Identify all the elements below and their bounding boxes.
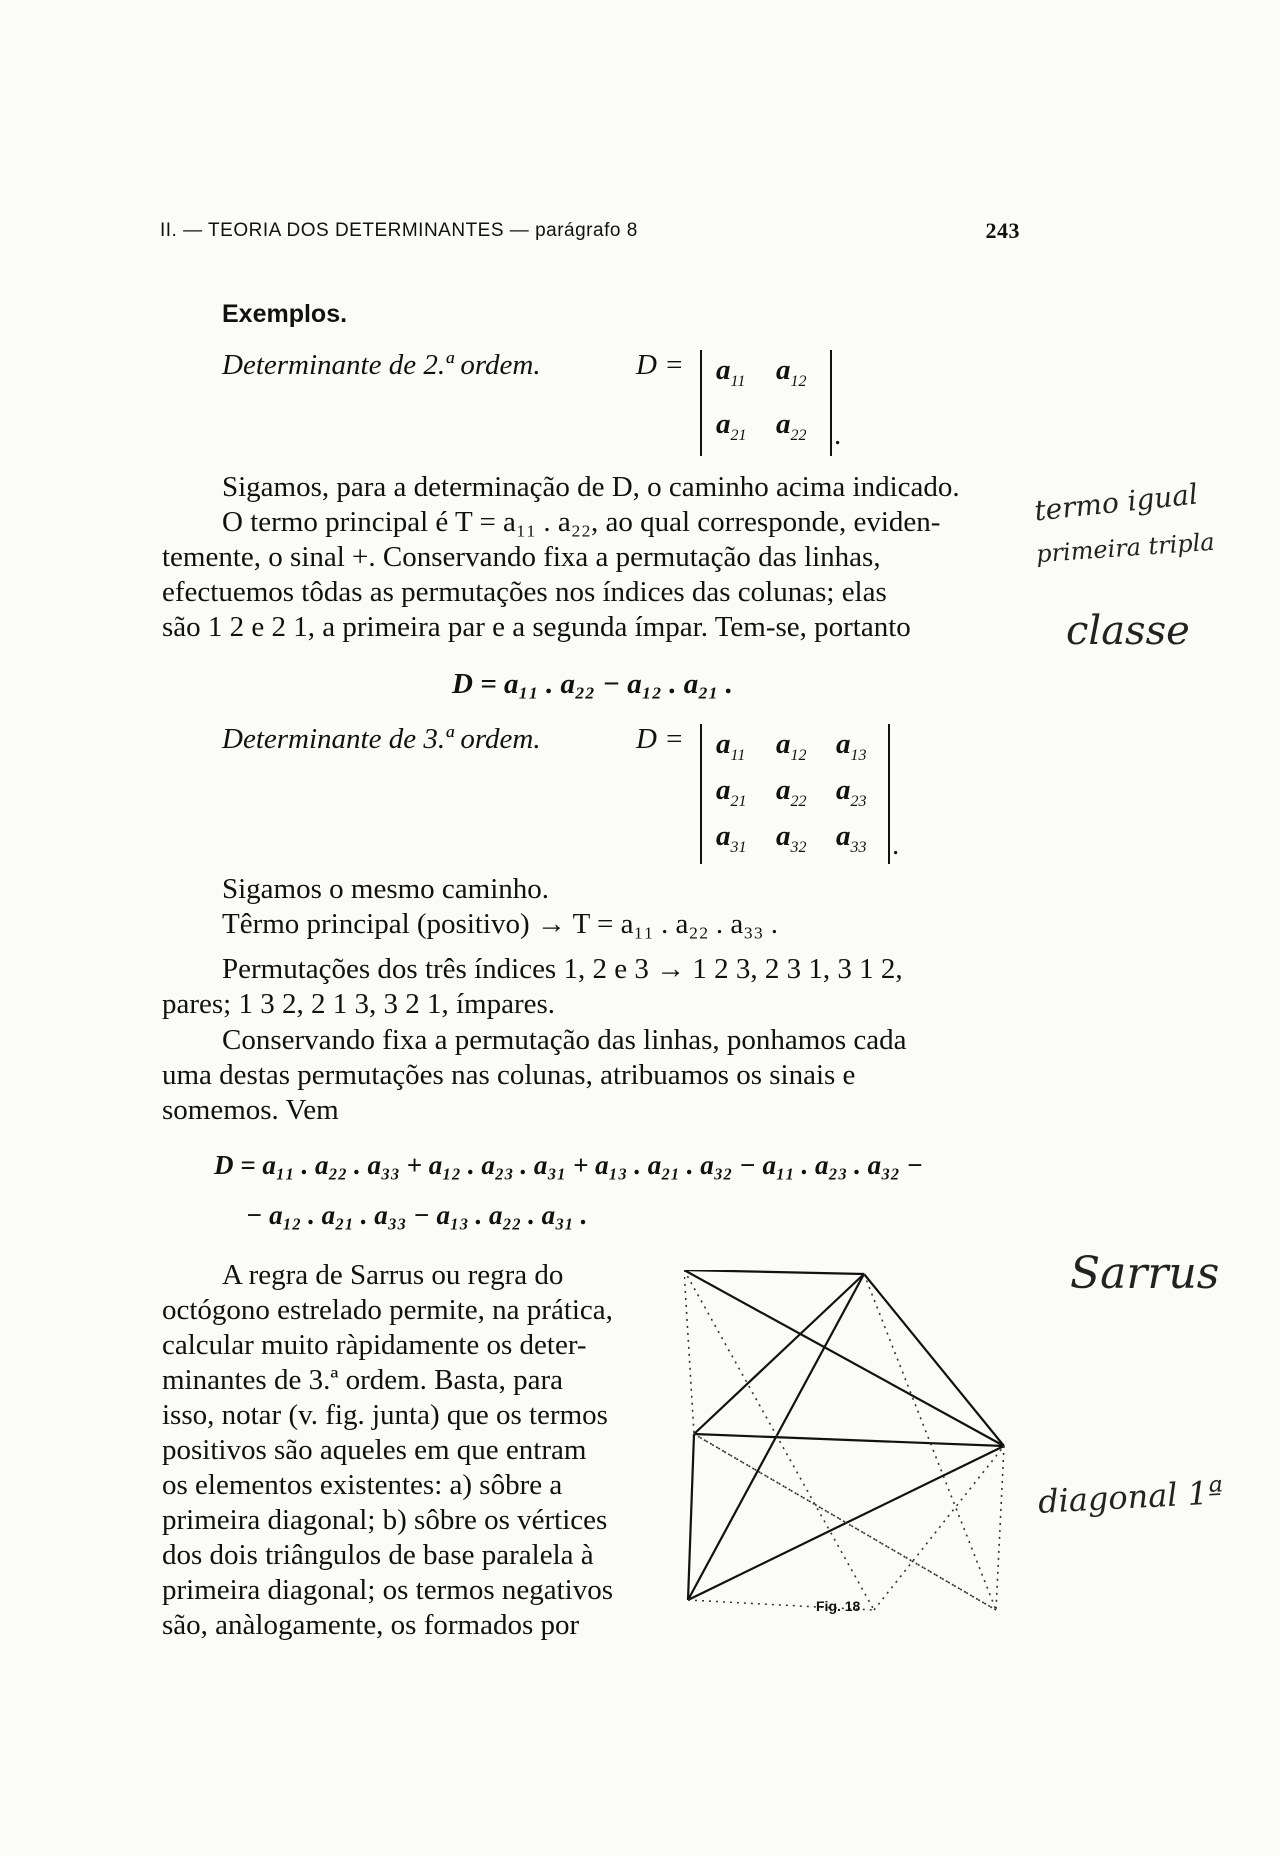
handwritten-note: primeira tripla [1035,527,1216,569]
det2-matrix [700,350,832,456]
sarrus-line: positivos são aqueles em que entram [162,1434,587,1466]
paragraph-line: O termo principal é T = a₁₁ . a₂₂, ao qual corresponde, eviden- [222,506,941,538]
det3-cell: $a_{11}$ [716,728,746,764]
sarrus-line: primeira diagonal; os termos negativos [162,1574,614,1606]
examples-heading: Exemplos. [222,300,348,328]
sarrus-line: isso, notar (v. fig. junta) que os termos [162,1399,608,1431]
sarrus-line: calcular muito ràpidamente os deter- [162,1329,587,1361]
sarrus-line: dos dois triângulos de base paralela à [162,1539,594,1571]
det2-cell: $a_{22}$ [776,408,807,444]
formula-det2: D = a₁₁ . a₂₂ − a₁₂ . a₂₁ . [452,668,733,700]
det2-cell: $a_{12}$ [776,354,807,390]
page-number: 243 [985,218,1020,243]
det2-cell: $a_{11}$ [716,354,746,390]
det3-cell: $a_{13}$ [836,728,867,764]
paragraph-line: uma destas permutações nas colunas, atribuamos os sinais e [162,1059,856,1091]
sarrus-line: primeira diagonal; b) sôbre os vértices [162,1504,608,1536]
handwritten-note: Sarrus [1070,1248,1220,1299]
handwritten-note: termo igual [1032,477,1200,528]
paragraph-line: somemos. Vem [162,1094,339,1126]
paragraph: Sigamos o mesmo caminho. [222,873,550,905]
det3-label: Determinante de 3.ª ordem. [222,723,541,755]
figure-caption: Fig. 18 [816,1598,861,1614]
handwritten-note: diagonal 1ª [1037,1473,1225,1521]
paragraph-line: temente, o sinal +. Conservando fixa a permutação das linhas, [162,541,881,573]
det2-lhs: D = [636,349,684,381]
sarrus-paragraph [162,1258,662,1643]
paragraph-line: pares; 1 3 2, 2 1 3, 3 2 1, ímpares. [162,988,556,1020]
paragraph-line: Permutações dos três índices 1, 2 e 3 → 1 2 3, 2 3 1, 3 1 2, [222,953,903,985]
det3-cell: $a_{33}$ [836,820,867,856]
det2-label: Determinante de 2.ª ordem. [222,349,541,381]
formula-det3-line1: D = a₁₁ . a₂₂ . a₃₃ + a₁₂ . a₂₃ . a₃₁ + a₁₃ . a₂₁ . a₃₂ − a₁₁ . a₂₃ . a₃₂ − [214,1150,924,1180]
det2-cell: $a_{21}$ [716,408,747,444]
det3-cell: $a_{31}$ [716,820,747,856]
solid-lines [684,1270,1004,1600]
formula-det3-line2: − a₁₂ . a₂₁ . a₃₃ − a₁₃ . a₂₂ . a₃₁ . [246,1200,588,1230]
sarrus-star-figure [684,1270,1024,1620]
sarrus-line: minantes de 3.ª ordem. Basta, para [162,1364,563,1396]
sarrus-line: são, anàlogamente, os formados por [162,1609,580,1641]
paragraph: Têrmo principal (positivo) → T = a₁₁ . a₂₂ . a₃₃ . [222,908,778,940]
det3-cell: $a_{21}$ [716,774,747,810]
running-title: II. — TEORIA DOS DETERMINANTES — parágrafo 8 [160,220,638,241]
det3-matrix [700,724,890,864]
handwritten-note: classe [1066,608,1190,654]
det3-cell: $a_{22}$ [776,774,807,810]
det3-lhs: D = [636,723,684,755]
paragraph: Sigamos, para a determinação de D, o caminho acima indicado. [222,471,960,503]
sarrus-line: A regra de Sarrus ou regra do [222,1259,564,1291]
paragraph-line: são 1 2 e 2 1, a primeira par e a segunda ímpar. Tem-se, portanto [162,611,911,643]
sarrus-line: os elementos existentes: a) sôbre a [162,1469,563,1501]
paragraph-line: efectuemos tôdas as permutações nos índices das colunas; elas [162,576,887,608]
sarrus-line: octógono estrelado permite, na prática, [162,1294,613,1326]
running-header [160,220,1020,242]
det3-cell: $a_{32}$ [776,820,807,856]
det3-cell: $a_{23}$ [836,774,867,810]
paragraph-line: Conservando fixa a permutação das linhas, ponhamos cada [222,1024,907,1056]
det3-cell: $a_{12}$ [776,728,807,764]
